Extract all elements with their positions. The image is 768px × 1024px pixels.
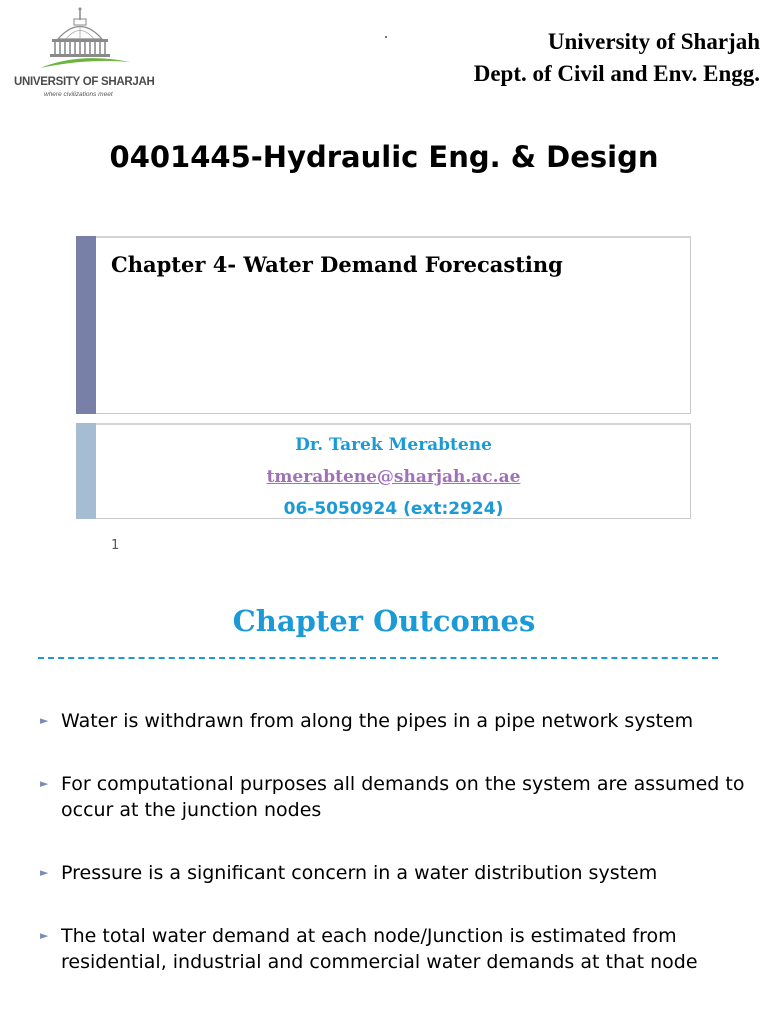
- bullet-arrow-icon: ►: [40, 777, 49, 790]
- instructor-email: [97, 461, 690, 493]
- list-item-text: Pressure is a significant concern in a water distribution system: [61, 862, 658, 884]
- page-number: 1: [111, 538, 120, 553]
- list-item: [40, 860, 750, 886]
- outcomes-title: Chapter Outcomes: [232, 604, 536, 638]
- course-title: 0401445-Hydraulic Eng. & Design: [109, 140, 659, 174]
- chapter-title-box: [76, 236, 691, 414]
- email-link[interactable]: tmerabtene@sharjah.ac.ae: [266, 467, 521, 487]
- dome-logo-icon: [10, 6, 160, 78]
- contact-details: [97, 429, 690, 525]
- title-accent-bar: [76, 236, 96, 414]
- dashed-divider: [38, 657, 718, 659]
- instructor-name: Dr. Tarek Merabtene: [295, 435, 492, 455]
- list-item: [40, 771, 750, 823]
- header-block: [474, 26, 760, 90]
- list-item: [40, 708, 750, 734]
- stray-dot: [385, 36, 387, 38]
- bullet-arrow-icon: ►: [40, 929, 49, 942]
- university-logo: [10, 6, 160, 98]
- department-name: Dept. of Civil and Env. Engg.: [473, 61, 760, 86]
- list-item: [40, 923, 750, 975]
- bullet-arrow-icon: ►: [40, 714, 49, 727]
- instructor-phone: 06-5050924 (ext:2924): [283, 499, 504, 519]
- logo-tagline: where civilizations meet: [44, 91, 113, 98]
- list-item-text: Water is withdrawn from along the pipes in a pipe network system: [61, 710, 694, 732]
- contact-accent-bar: [76, 423, 96, 519]
- contact-box: [76, 423, 691, 519]
- university-name: University of Sharjah: [547, 29, 760, 54]
- list-item-text: For computational purposes all demands on the system are assumed to occur at the junction nodes: [61, 773, 745, 821]
- logo-wordmark: UNIVERSITY OF SHARJAH: [14, 76, 155, 88]
- list-item-text: The total water demand at each node/Junction is estimated from residential, industrial and commercial water demands at that node: [61, 925, 698, 973]
- outcomes-list: [40, 708, 750, 975]
- bullet-arrow-icon: ►: [40, 866, 49, 879]
- chapter-title: Chapter 4- Water Demand Forecasting: [111, 252, 563, 277]
